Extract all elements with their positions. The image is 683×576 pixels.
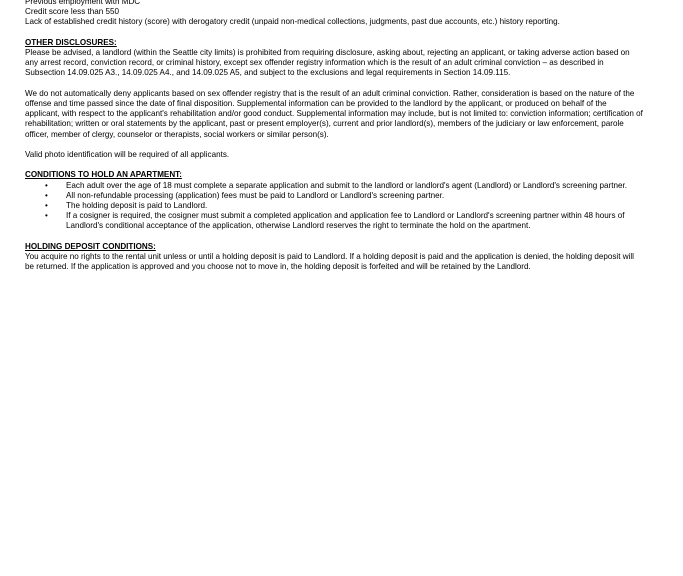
criteria-line: Lack of established credit history (score) with derogatory credit (unpaid non-medical collections, judgments, past due accounts, etc.) history reporting.	[25, 17, 560, 27]
list-item	[25, 181, 643, 191]
disclosure-paragraph-sex-offender: We do not automatically deny applicants based on sex offender registry that is the result of an adult criminal conviction. Rather, consideration is based on the nature of the offense and time passed since the date of final disposition. Supplemental information can be provided to the landlord by the applicant, or produced on behalf of the applicant, with respect to the applicant's rehabilitation and/or good conduct. Supplemental information may include, but is not limited to: conviction information; certification of rehabilitation; written or oral statements by the applicant, past or present employer(s), current and prior landlord(s), members of the judiciary or law enforcement, parole officer, member of clergy, counselor or therapists, social workers or similar person(s).	[25, 88, 643, 139]
holding-deposit-heading: HOLDING DEPOSIT CONDITIONS:	[25, 241, 156, 251]
list-item	[25, 211, 643, 231]
condition-text: If a cosigner is required, the cosigner must submit a completed application and application fee to Landlord or Landlord's screening partner within 48 hours of Landlord's conditional acceptance of the application, otherwise Landlord reserves the right to terminate the hold on the apartment.	[66, 211, 625, 231]
list-item	[25, 191, 643, 201]
criteria-line: Credit score less than 550	[25, 7, 120, 17]
condition-text: Each adult over the age of 18 must complete a separate application and submit to the landlord or landlord's agent (Landlord) or Landlord's screening partner.	[66, 180, 628, 190]
criteria-line: Previous employment with MDC	[25, 0, 141, 6]
document-page	[25, 0, 643, 272]
conditions-heading: CONDITIONS TO HOLD AN APARTMENT:	[25, 170, 182, 180]
bullet-icon: •	[45, 201, 48, 210]
condition-text: All non-refundable processing (application) fees must be paid to Landlord or Landlord's screening partner.	[66, 190, 445, 200]
bullet-icon: •	[45, 211, 48, 221]
bullet-icon: •	[45, 180, 48, 190]
list-item	[25, 201, 643, 211]
criteria-list	[25, 0, 643, 28]
other-disclosures-heading: OTHER DISCLOSURES:	[25, 37, 117, 47]
conditions-list	[25, 181, 643, 232]
bullet-icon: •	[45, 190, 48, 200]
holding-deposit-paragraph: You acquire no rights to the rental unit unless or until a holding deposit is paid to Landlord. If a holding deposit is paid and the application is denied, the holding deposit will be returned. If the application is approved and you choose not to move in, the holding deposit is forfeited and will be retained by the Landlord.	[25, 252, 634, 272]
condition-text: The holding deposit is paid to Landlord.	[66, 201, 208, 210]
photo-id-paragraph: Valid photo identification will be required of all applicants.	[25, 150, 230, 159]
disclosure-paragraph-seattle: Please be advised, a landlord (within the Seattle city limits) is prohibited from requiring disclosure, asking about, rejecting an applicant, or taking adverse action based on any arrest record, conviction record, or criminal history, except sex offender registry information which is the result of an adult criminal conviction – as described in Subsection 14.09.025 A3., 14.09.025 A4., and 14.09.025 A5, and subject to the exclusions and legal requirements in Section 14.09.115.	[25, 48, 630, 78]
